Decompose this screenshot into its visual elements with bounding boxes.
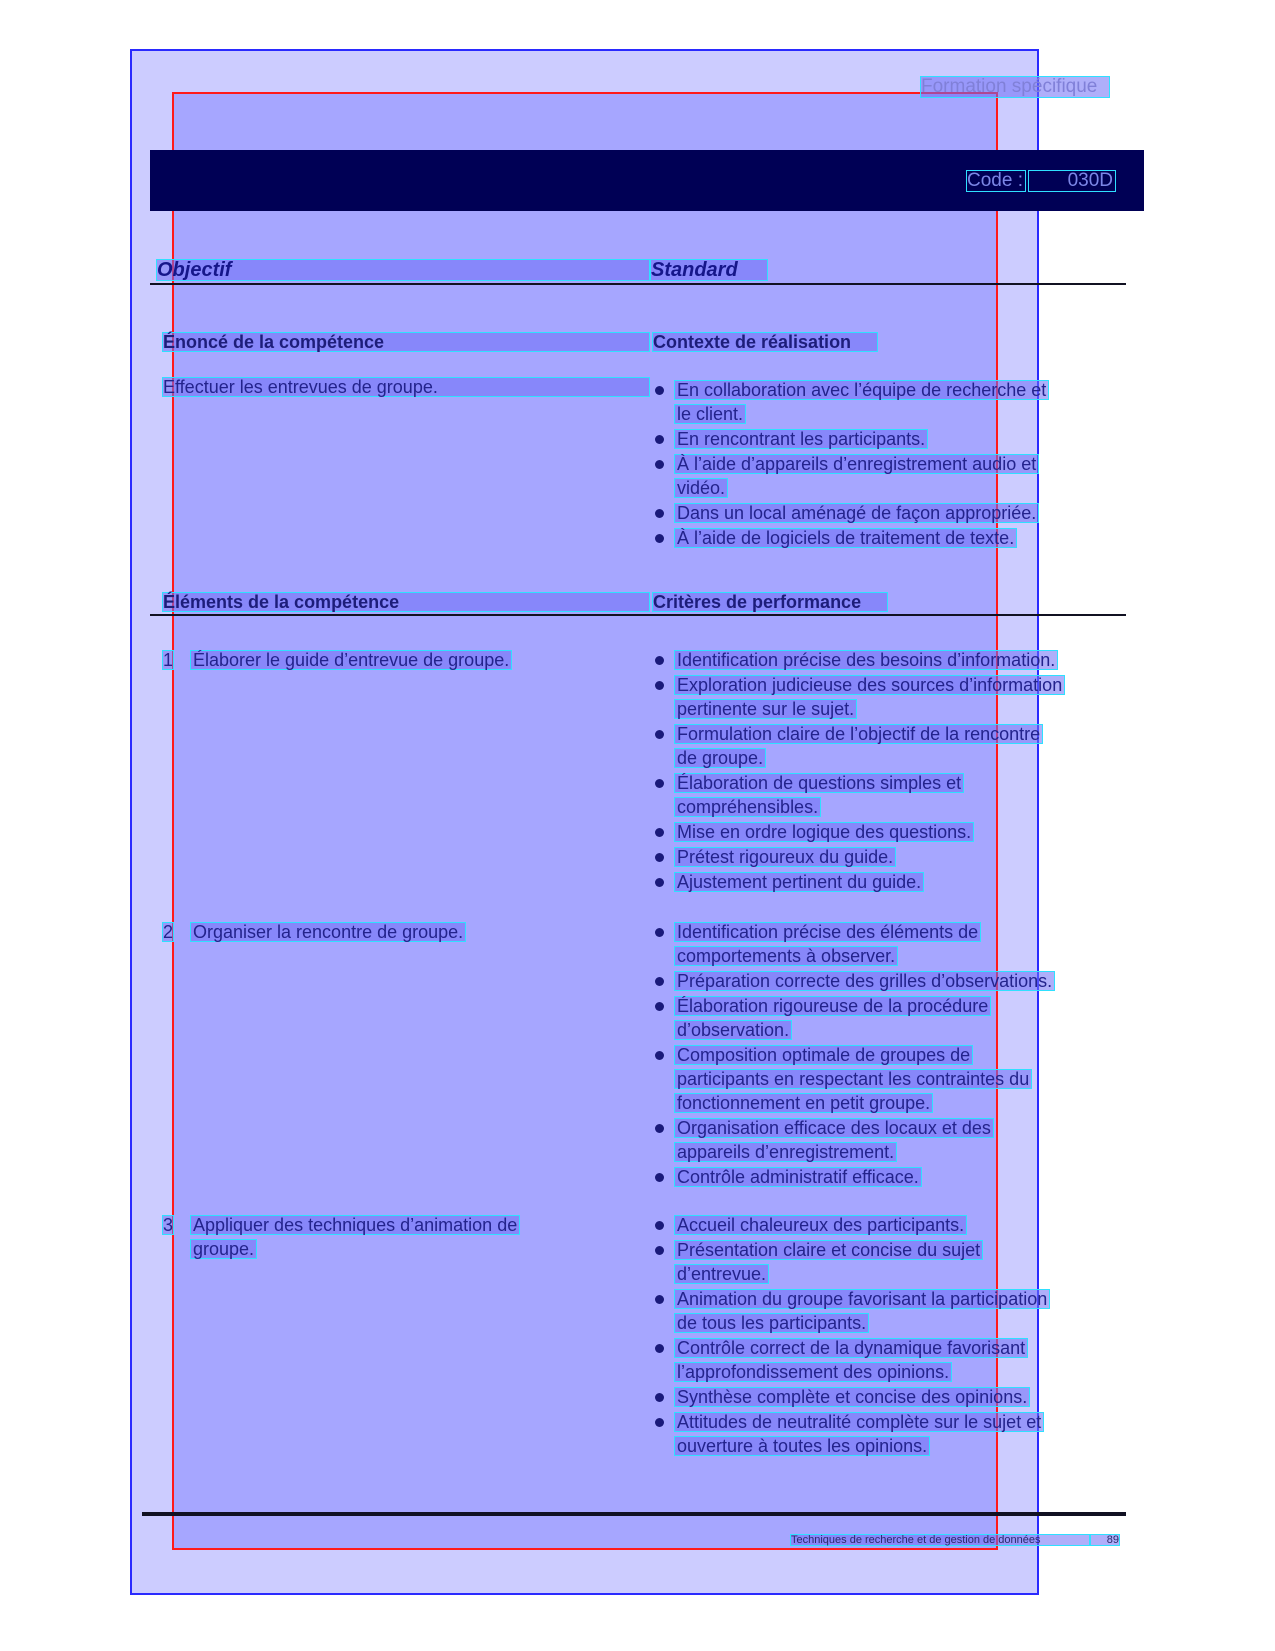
criterion-item: Attitudes de neutralité complète sur le sujet et: [674, 1412, 1044, 1432]
bullet-icon: [655, 509, 664, 518]
criterion-item: d’entrevue.: [674, 1264, 769, 1284]
element-label: Élaborer le guide d’entrevue de groupe.: [190, 650, 512, 670]
bullet-icon: [655, 386, 664, 395]
text-region: [172, 92, 998, 1550]
element-number: 3: [163, 1215, 174, 1235]
criterion-item: Contrôle correct de la dynamique favorisant: [674, 1338, 1028, 1358]
criterion-item: Animation du groupe favorisant la participation: [674, 1289, 1050, 1309]
context-heading: Contexte de réalisation: [652, 332, 878, 352]
context-item: En rencontrant les participants.: [674, 429, 928, 449]
criterion-item: de tous les participants.: [674, 1313, 869, 1333]
bullet-icon: [655, 1051, 664, 1060]
context-item: En collaboration avec l’équipe de recherche et: [674, 380, 1049, 400]
bullet-icon: [655, 928, 664, 937]
criterion-item: Exploration judicieuse des sources d’information: [674, 675, 1065, 695]
bullet-icon: [655, 1295, 664, 1304]
criterion-item: Présentation claire et concise du sujet: [674, 1240, 983, 1260]
footer-rule: [142, 1512, 1126, 1516]
element-number: 1: [163, 650, 174, 670]
column-title-objectif: Objectif: [156, 259, 650, 281]
criterion-item: pertinente sur le sujet.: [674, 699, 857, 719]
bullet-icon: [655, 730, 664, 739]
bullet-icon: [655, 681, 664, 690]
context-item: vidéo.: [674, 478, 728, 498]
bullet-icon: [655, 828, 664, 837]
element-label: groupe.: [190, 1239, 257, 1259]
criterion-item: d’observation.: [674, 1020, 792, 1040]
page-number: 89: [1090, 1534, 1120, 1546]
criteria-heading: Critères de performance: [652, 592, 888, 612]
criterion-item: Formulation claire de l’objectif de la rencontre: [674, 724, 1043, 744]
code-label: Code :: [966, 170, 1026, 192]
criterion-item: Préparation correcte des grilles d’observations.: [674, 971, 1055, 991]
bullet-icon: [655, 1124, 664, 1133]
context-item: À l’aide d’appareils d’enregistrement audio et: [674, 454, 1039, 474]
criterion-item: comportements à observer.: [674, 946, 898, 966]
criterion-item: l’approfondissement des opinions.: [674, 1362, 952, 1382]
criterion-item: Élaboration de questions simples et: [674, 773, 964, 793]
context-item: le client.: [674, 404, 746, 424]
column-title-standard: Standard: [650, 259, 768, 281]
criterion-item: Identification précise des besoins d’information.: [674, 650, 1058, 670]
criterion-item: Mise en ordre logique des questions.: [674, 822, 974, 842]
bullet-icon: [655, 656, 664, 665]
criterion-item: compréhensibles.: [674, 797, 821, 817]
bullet-icon: [655, 534, 664, 543]
bullet-icon: [655, 977, 664, 986]
element-label: Appliquer des techniques d’animation de: [190, 1215, 520, 1235]
context-item: Dans un local aménagé de façon appropriée.: [674, 503, 1039, 523]
bullet-icon: [655, 1393, 664, 1402]
context-item: À l’aide de logiciels de traitement de texte.: [674, 528, 1017, 548]
enonce-heading: Énoncé de la compétence: [162, 332, 650, 352]
criterion-item: Synthèse complète et concise des opinions.: [674, 1387, 1030, 1407]
element-label: Organiser la rencontre de groupe.: [190, 922, 466, 942]
elements-heading: Éléments de la compétence: [162, 592, 650, 612]
bullet-icon: [655, 1246, 664, 1255]
enonce-text: Effectuer les entrevues de groupe.: [162, 377, 650, 397]
section-label: Formation spécifique: [920, 76, 1110, 98]
bullet-icon: [655, 1418, 664, 1427]
code-value: 030D: [1028, 170, 1116, 192]
divider: [150, 614, 1126, 616]
bullet-icon: [655, 435, 664, 444]
divider: [150, 283, 1126, 285]
criterion-item: participants en respectant les contraintes du: [674, 1069, 1032, 1089]
criterion-item: Contrôle administratif efficace.: [674, 1167, 922, 1187]
bullet-icon: [655, 1221, 664, 1230]
criterion-item: Organisation efficace des locaux et des: [674, 1118, 994, 1138]
bullet-icon: [655, 1173, 664, 1182]
criterion-item: Accueil chaleureux des participants.: [674, 1215, 967, 1235]
criterion-item: Ajustement pertinent du guide.: [674, 872, 924, 892]
criterion-item: Identification précise des éléments de: [674, 922, 981, 942]
criterion-item: appareils d’enregistrement.: [674, 1142, 897, 1162]
criterion-item: Prétest rigoureux du guide.: [674, 847, 896, 867]
criterion-item: fonctionnement en petit groupe.: [674, 1093, 933, 1113]
footer-title: Techniques de recherche et de gestion de données: [790, 1534, 1090, 1546]
bullet-icon: [655, 1002, 664, 1011]
bullet-icon: [655, 1344, 664, 1353]
criterion-item: Composition optimale de groupes de: [674, 1045, 973, 1065]
element-number: 2: [163, 922, 174, 942]
criterion-item: Élaboration rigoureuse de la procédure: [674, 996, 991, 1016]
bullet-icon: [655, 779, 664, 788]
bullet-icon: [655, 878, 664, 887]
criterion-item: de groupe.: [674, 748, 766, 768]
bullet-icon: [655, 853, 664, 862]
bullet-icon: [655, 460, 664, 469]
criterion-item: ouverture à toutes les opinions.: [674, 1436, 930, 1456]
